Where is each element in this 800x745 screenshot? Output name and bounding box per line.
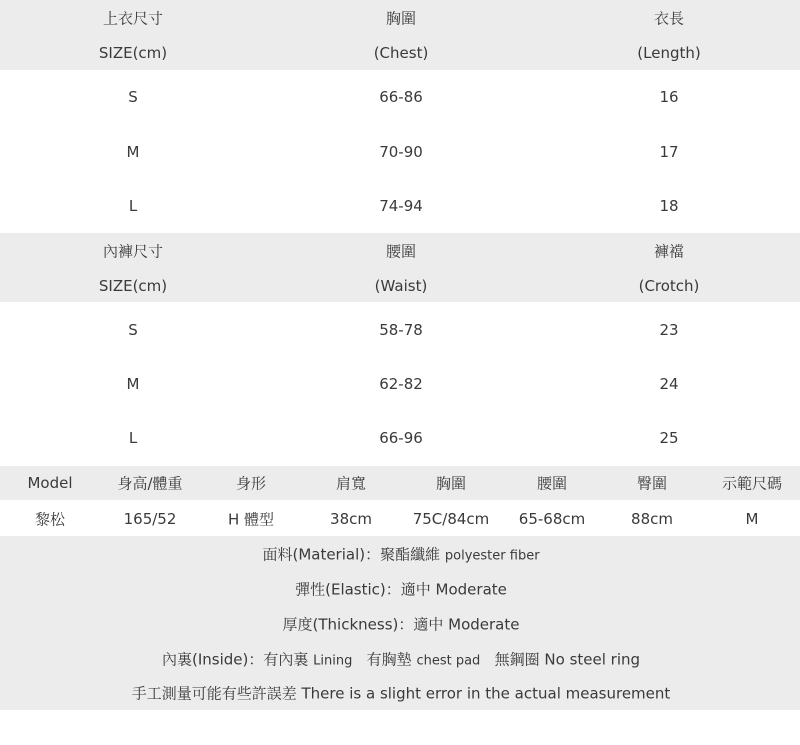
model-value: 黎松 [34, 510, 66, 529]
elastic-note: 彈性(Elastic)：適中 Moderate [295, 580, 507, 599]
top-row-length: 16 [659, 88, 679, 106]
error-text: There is a slight error in the actual measurement [301, 684, 671, 703]
model-header: 身形 [235, 474, 267, 493]
model-value: M [745, 510, 759, 528]
header-crotch-zh: 褲襠 [653, 242, 685, 261]
top-row-length: 17 [659, 143, 679, 161]
inside-pad-label: 有胸墊 [366, 650, 412, 669]
material-value: polyester fiber [444, 548, 540, 564]
header-waist-en: (Waist) [374, 277, 428, 295]
header-chest-en: (Chest) [373, 44, 429, 62]
model-header: 腰圍 [536, 474, 568, 493]
bottom-row-waist: 58-78 [379, 321, 423, 339]
model-value: 75C/84cm [412, 510, 490, 528]
model-header: 肩寬 [335, 474, 367, 493]
model-value: 165/52 [123, 510, 177, 528]
header-length-zh: 衣長 [653, 9, 685, 28]
header-top-size-en: SIZE(cm) [98, 44, 168, 62]
bottom-row-size: L [128, 429, 138, 447]
bottom-row-waist: 62-82 [379, 375, 423, 393]
top-row-chest: 74-94 [379, 197, 423, 215]
bottom-row-waist: 66-96 [379, 429, 423, 447]
model-value: 65-68cm [518, 510, 586, 528]
bottom-row-crotch: 25 [659, 429, 679, 447]
bottom-row-size: M [126, 375, 140, 393]
header-waist-zh: 腰圍 [385, 242, 417, 261]
thickness-note: 厚度(Thickness)：適中 Moderate [282, 615, 520, 634]
top-row-size: S [128, 88, 138, 106]
model-value: 88cm [631, 510, 673, 528]
inside-ring: No steel ring [544, 650, 641, 669]
model-value: 38cm [330, 510, 372, 528]
bottom-row-crotch: 24 [659, 375, 679, 393]
material-label: 面料(Material)：聚酯纖維 [262, 545, 441, 564]
top-row-length: 18 [659, 197, 679, 215]
error-note [132, 683, 671, 704]
inside-note [162, 649, 640, 670]
model-header: Model [27, 474, 73, 492]
top-row-size: L [128, 197, 138, 215]
inside-pad: chest pad [416, 653, 481, 669]
model-header: 示範尺碼 [721, 474, 783, 493]
error-label: 手工測量可能有些許誤差 [131, 684, 297, 703]
bottom-row-size: S [128, 321, 138, 339]
model-header: 胸圍 [435, 474, 467, 493]
top-row-chest: 70-90 [379, 143, 423, 161]
top-row-chest: 66-86 [379, 88, 423, 106]
model-header: 臀圍 [636, 474, 668, 493]
header-length-en: (Length) [637, 44, 701, 62]
header-bottom-size-en: SIZE(cm) [98, 277, 168, 295]
bottom-row-crotch: 23 [659, 321, 679, 339]
header-top-size-zh: 上衣尺寸 [102, 9, 164, 28]
header-chest-zh: 胸圍 [385, 9, 417, 28]
inside-lining: Lining [313, 653, 353, 669]
model-header: 身高/體重 [117, 474, 183, 493]
material-note [262, 544, 539, 565]
header-crotch-en: (Crotch) [638, 277, 700, 295]
inside-label: 內裏(Inside)：有內裏 [161, 650, 309, 669]
inside-ring-label: 無鋼圈 [494, 650, 540, 669]
model-value: H 體型 [227, 510, 275, 529]
header-bottom-size-zh: 內褲尺寸 [102, 242, 164, 261]
top-row-size: M [126, 143, 140, 161]
